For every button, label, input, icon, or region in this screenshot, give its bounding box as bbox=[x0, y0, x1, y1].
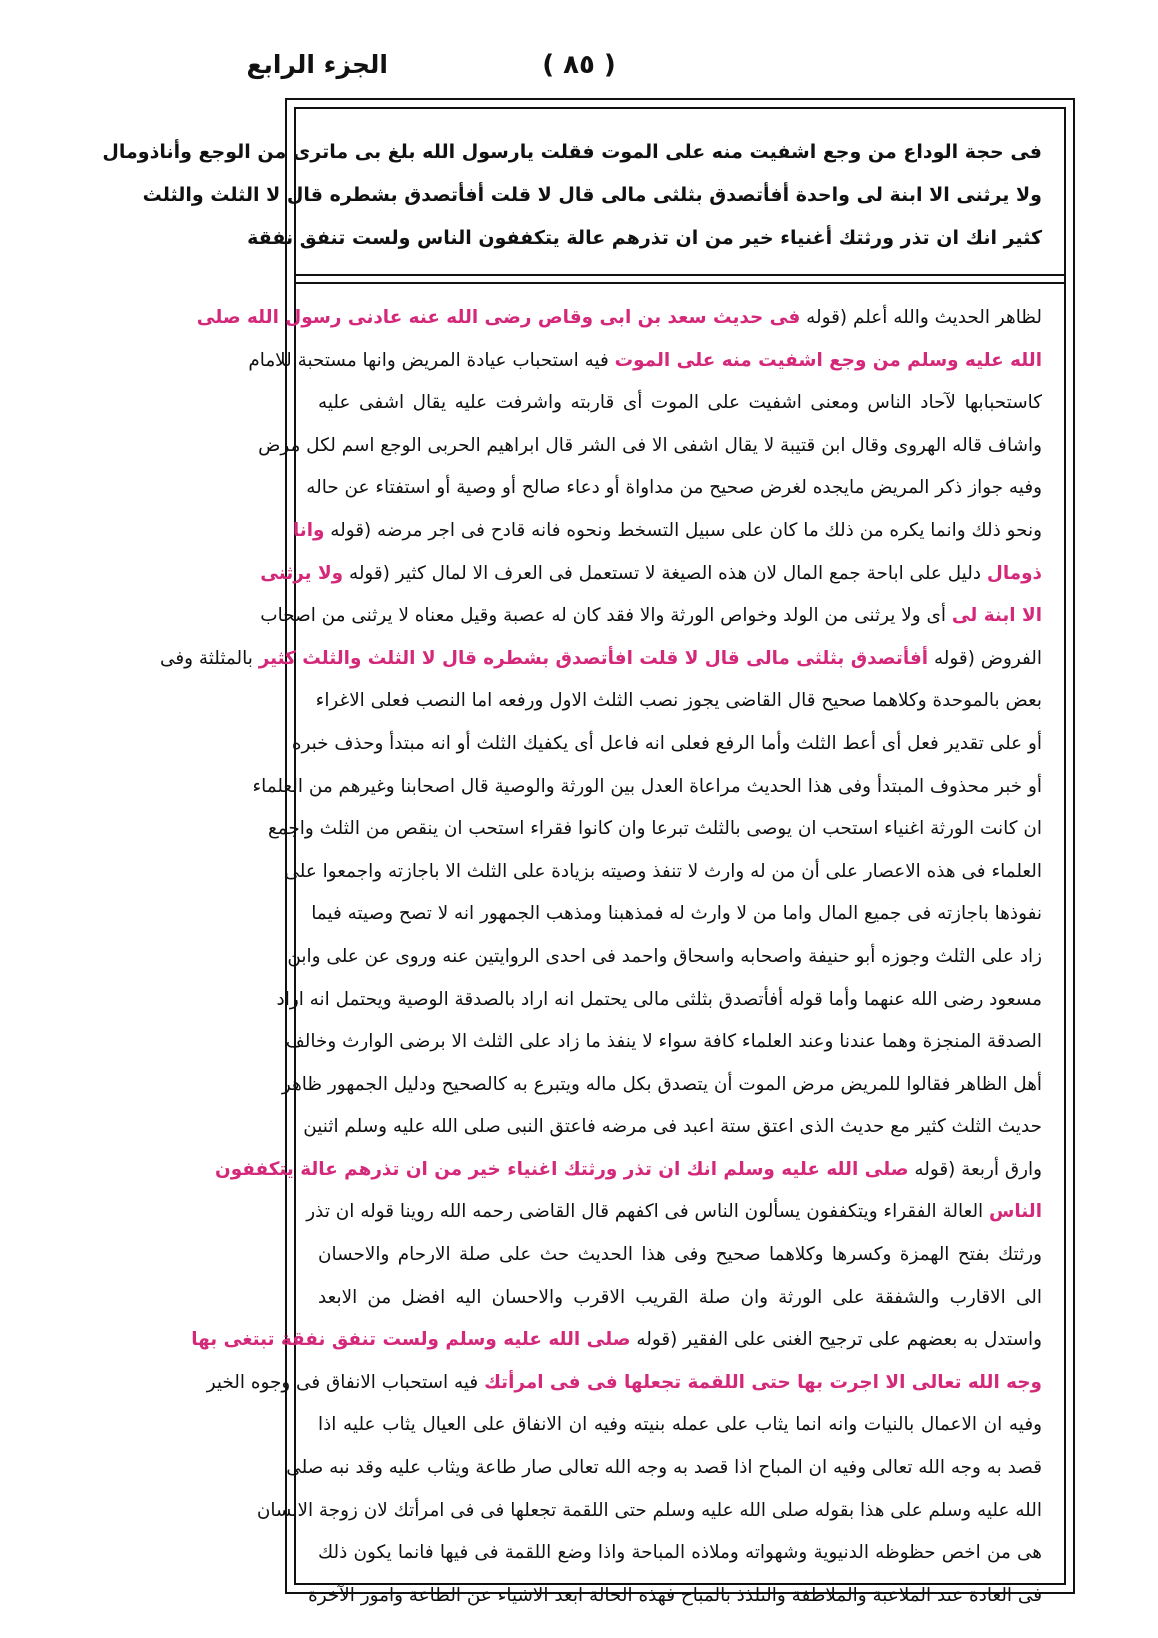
sharh-text bbox=[160, 297, 1042, 1617]
text-segment: ان كانت الورثة اغنياء استحب ان يوصى بالثلث تبرعا وان كانوا فقراء استحب ان ينقص من الثلث واجمع bbox=[267, 818, 1042, 840]
sharh-line bbox=[276, 979, 1042, 1022]
highlighted-quote: وجه الله تعالى الا اجرت بها حتى اللقمة تجعلها فى فى امرأتك bbox=[484, 1371, 1042, 1393]
sharh-line bbox=[160, 638, 1042, 681]
sharh-line bbox=[318, 1532, 1042, 1575]
text-segment: واشاف قاله الهروى وقال ابن قتيبة لا يقال اشفى الا فى الشر قال ابراهيم الحربى الوجع اسم لكل مرض bbox=[258, 434, 1042, 456]
text-segment: الصدقة المنجزة وهما عندنا وعند العلماء كافة سواء لا ينفذ ما زاد على الثلث الا برضى الوارث وخالف bbox=[285, 1031, 1042, 1053]
sharh-line bbox=[215, 1149, 1042, 1192]
sharh-line bbox=[318, 1277, 1042, 1320]
separator-line bbox=[296, 274, 1064, 276]
sharh-line bbox=[318, 1234, 1042, 1277]
text-segment: قصد به وجه الله تعالى وفيه ان المباح اذا قصد به وجه الله تعالى صار طاعة ويثاب عليه وقد نبه صلى bbox=[286, 1457, 1042, 1479]
highlighted-quote: وانا bbox=[292, 519, 325, 541]
highlighted-quote: فى حديث سعد بن ابى وقاص رضى الله عنه عادنى رسول الله صلى bbox=[196, 307, 801, 328]
text-segment: زاد على الثلث وجوزه أبو حنيفة واصحابه واسحاق واحمد فى احدى الروايتين عنه وروى عن على وابن bbox=[287, 945, 1042, 967]
text-segment: فيه استحباب الانفاق فى وجوه الخير bbox=[206, 1371, 485, 1393]
inner-frame bbox=[102, 107, 1066, 1606]
matn-line bbox=[142, 174, 1042, 217]
highlighted-quote: ذومال bbox=[986, 562, 1042, 584]
text-segment: أهل الظاهر فقالوا للمريض مرض الموت أن يتصدق بكل ماله ويتبرع به كالصحيح ودليل الجمهور ظاهر bbox=[281, 1073, 1042, 1095]
text-segment: وارق أربعة (قوله bbox=[908, 1158, 1042, 1180]
sharh-line bbox=[260, 595, 1042, 638]
highlighted-quote: أفأتصدق بثلثى مالى قال لا قلت افأتصدق بشطره قال لا الثلث والثلث كثير bbox=[258, 647, 929, 669]
text-segment: العلماء فى هذه الاعصار على أن من له وارث لا تنفذ وصيته بزيادة على الثلث الا باجازته واجمعوا على bbox=[284, 860, 1042, 882]
sharh-line bbox=[206, 1362, 1042, 1405]
text-segment: واستدل به بعضهم على ترجيح الغنى على الفقير (قوله bbox=[630, 1329, 1042, 1351]
sharh-line bbox=[285, 1021, 1042, 1064]
sharh-line bbox=[286, 1447, 1042, 1490]
text-segment: مسعود رضى الله عنهما وأما قوله أفأتصدق بثلثى مالى يحتمل انه اراد بالصدقة الوصية ويحتمل انه اراد bbox=[276, 988, 1042, 1010]
text-segment: وفيه جواز ذكر المريض مايجده لغرض صحيح من مداواة أو دعاء صالح أو وصية أو استفتاء عن حاله bbox=[306, 477, 1042, 499]
text-segment: أو على تقدير فعل أى أعط الثلث وأما الرفع فعلى انه فاعل أى يكفيك الثلث أو انه مبتدأ وحذف خبره bbox=[291, 732, 1042, 754]
sharh-line bbox=[267, 808, 1042, 851]
sharh-line bbox=[258, 425, 1042, 468]
text-segment: ورثتك بفتح الهمزة وكسرها وكلاهما صحيح وفى هذا الحديث حث على صلة الارحام والاحسان bbox=[318, 1244, 1042, 1266]
matn-line bbox=[102, 131, 1042, 174]
sharh-line bbox=[256, 1490, 1042, 1533]
text-segment: فيه استحباب عيادة المريض وانها مستحبة للامام bbox=[248, 349, 615, 371]
sharh-line bbox=[252, 766, 1042, 809]
highlighted-quote: ولا يرثنى bbox=[260, 562, 344, 584]
text-segment: فى حجة الوداع من وجع اشفيت منه على الموت فقلت يارسول الله بلغ بى ماترى من الوجع وأناذومال bbox=[102, 141, 1042, 163]
text-segment: العالة الفقراء ويتكففون يسألون الناس فى اكفهم قال القاضى رحمه الله روينا قوله ان تذر bbox=[306, 1201, 989, 1223]
matn-text bbox=[102, 131, 1042, 260]
sharh-line bbox=[291, 723, 1042, 766]
sharh-line bbox=[248, 340, 1042, 383]
sharh-line bbox=[306, 467, 1042, 510]
text-segment: ونحو ذلك وانما يكره من ذلك ما كان على سبيل التسخط ونحوه فانه قادح فى اجر مرضه (قوله bbox=[324, 519, 1042, 541]
highlighted-quote: الناس bbox=[989, 1201, 1042, 1223]
sharh-line bbox=[306, 1191, 1042, 1234]
text-segment: نفوذها باجازته فى جميع المال واما من لا وارث له فمذهبنا ومذهب الجمهور انه لا تصح وصيته فيما bbox=[311, 903, 1042, 925]
text-segment: بعض بالموحدة وكلاهما صحيح قال القاضى يجوز نصب الثلث الاول ورفعه اما النصب فعلى الاغراء bbox=[315, 690, 1042, 712]
text-segment: ولا يرثنى الا ابنة لى واحدة أفأتصدق بثلثى مالى قال لا قلت أفأتصدق بشطره قال لا الثلث والثلث bbox=[142, 184, 1042, 206]
sharh-line bbox=[287, 936, 1042, 979]
sharh-line bbox=[303, 1106, 1042, 1149]
highlighted-quote: الا ابنة لى bbox=[951, 605, 1042, 627]
sharh-line bbox=[281, 1064, 1042, 1107]
text-segment: هى من اخص حظوظه الدنيوية وشهواته وملاذه المباحة واذا وضع اللقمة فى فيها فانما يكون ذلك bbox=[318, 1542, 1042, 1564]
separator-line bbox=[296, 282, 1064, 284]
sharh-line bbox=[260, 553, 1042, 596]
text-segment: فى العادة عند الملاعبة والملاطفة والتلذذ بالمباح فهذه الحالة ابعد الاشياء عن الطاعة وامور الآخرة bbox=[308, 1584, 1042, 1606]
sharh-line bbox=[315, 680, 1042, 723]
text-segment: أو خبر محذوف المبتدأ وفى هذا الحديث مراعاة العدل بين الورثة والوصية قال اصحابنا وغيرهم من العلماء bbox=[252, 775, 1042, 797]
text-segment: أى ولا يرثنى من الولد وخواص الورثة والا فقد كان له عصبة وقيل معناه لا يرثنى من اصحاب bbox=[260, 605, 952, 627]
sharh-line bbox=[196, 297, 1042, 340]
text-segment: كثير انك ان تذر ورثتك أغنياء خير من ان تذرهم عالة يتكففون الناس ولست تنفق نفقة bbox=[247, 227, 1042, 249]
sharh-line bbox=[284, 851, 1042, 894]
page-frame bbox=[102, 98, 1075, 1606]
text-segment: كاستحبابها لآحاد الناس ومعنى اشفيت على الموت أى قاربته واشرفت عليه يقال اشفى عليه bbox=[318, 392, 1042, 414]
page-number: ( ٨٥ ) bbox=[542, 50, 616, 80]
part-title: الجزء الرابع bbox=[246, 50, 388, 79]
text-segment: لظاهر الحديث والله أعلم (قوله bbox=[800, 307, 1042, 328]
sharh-line bbox=[308, 1575, 1042, 1618]
text-segment: وفيه ان الاعمال بالنيات وانه انما يثاب على عمله بنيته وفيه ان الانفاق على العيال يثاب عليه اذا bbox=[318, 1414, 1042, 1436]
sharh-line bbox=[292, 510, 1042, 553]
sharh-line bbox=[318, 1404, 1042, 1447]
sharh-line bbox=[191, 1319, 1042, 1362]
highlighted-quote: صلى الله عليه وسلم ولست تنفق نفقة تبتغى بها bbox=[191, 1329, 631, 1351]
text-segment: الى الاقارب والشفقة على الورثة وان صلة القريب الاقرب والاحسان اليه افضل من الابعد bbox=[318, 1286, 1042, 1308]
sharh-line bbox=[311, 893, 1042, 936]
matn-line bbox=[247, 217, 1042, 260]
highlighted-quote: الله عليه وسلم من وجع اشفيت منه على الموت bbox=[614, 349, 1042, 371]
text-segment: حديث الثلث كثير مع حديث الذى اعتق ستة اعبد فى مرضه فاعتق النبى صلى الله عليه وسلم اثنين bbox=[303, 1116, 1042, 1138]
highlighted-quote: صلى الله عليه وسلم انك ان تذر ورثتك اغنياء خير من ان تذرهم عالة يتكففون bbox=[215, 1158, 909, 1180]
sharh-line bbox=[318, 382, 1042, 425]
text-segment: بالمثلثة وفى bbox=[160, 647, 259, 669]
text-segment: الفروض (قوله bbox=[928, 647, 1042, 669]
text-segment: الله عليه وسلم على هذا بقوله صلى الله عليه وسلم حتى اللقمة تجعلها فى فى امرأتك لان زوجة الانسان bbox=[256, 1499, 1042, 1521]
text-segment: دليل على اباحة جمع المال لان هذه الصيغة لا تستعمل فى العرف الا لمال كثير (قوله bbox=[343, 562, 987, 584]
